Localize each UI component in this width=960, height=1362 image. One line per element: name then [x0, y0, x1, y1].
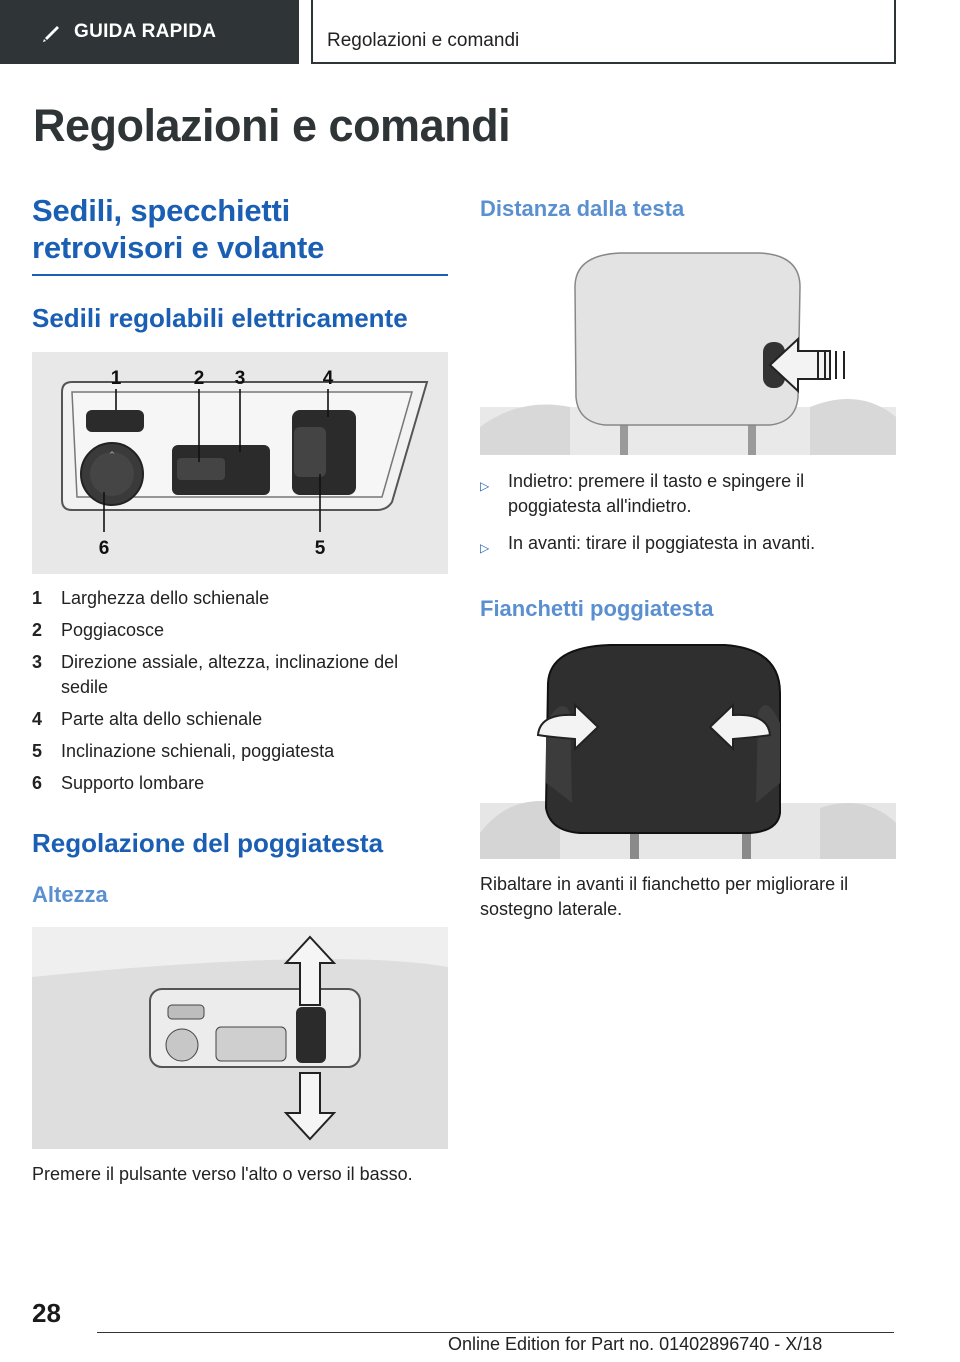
list-item [480, 531, 896, 561]
footer-edition: Online Edition for Part no. 01402896740 - X/18 [448, 1334, 823, 1354]
wings-title: Fianchetti poggiatesta [480, 596, 714, 621]
electric-seats-title: Sedili regolabili elettricamente [32, 303, 408, 333]
footer-rule [97, 1332, 894, 1333]
left-column [32, 192, 448, 1187]
headrest-title: Regolazione del poggiatesta [32, 828, 384, 858]
height-instruction: Premere il pulsante verso l'alto o verso il basso. [32, 1164, 413, 1184]
item-number: 2 [32, 620, 43, 640]
item-text: Larghezza dello schienale [61, 588, 270, 608]
section-header [311, 0, 896, 64]
item-number: 4 [32, 709, 43, 729]
item-number: 1 [32, 588, 43, 608]
page-title: Regolazioni e comandi [33, 100, 511, 151]
item-text: Inclinazione schienali, poggiatesta [61, 741, 335, 761]
figure-callout-2: 2 [193, 368, 205, 389]
list-item [32, 767, 448, 799]
right-column [480, 192, 896, 922]
list-item [32, 582, 448, 614]
list-item [32, 646, 448, 703]
item-text: Direzione assiale, altezza, inclinazione del sedile [61, 652, 399, 697]
triangle-bullet-icon: ▷ [480, 541, 490, 555]
headrest-distance-figure [480, 247, 896, 455]
item-number: 5 [32, 741, 43, 761]
list-item [32, 703, 448, 735]
figure-callout-6: 6 [98, 538, 110, 559]
figure-callout-5: 5 [314, 538, 326, 559]
bullet-text: In avanti: tirare il poggiatesta in avanti. [508, 533, 816, 553]
item-text: Parte alta dello schienale [61, 709, 263, 729]
svg-text:^: ^ [109, 451, 115, 459]
distance-bullets [480, 469, 896, 561]
figure-callout-4: 4 [322, 368, 334, 389]
item-number: 3 [32, 652, 43, 672]
list-item [32, 735, 448, 767]
item-text: Poggiacosce [61, 620, 165, 640]
item-text: Supporto lombare [61, 773, 205, 793]
section-title: Sedili, specchietti retrovisori e volante [32, 193, 325, 265]
quick-guide-label: GUIDA RAPIDA [74, 21, 217, 42]
figure-callout-1: 1 [110, 368, 122, 389]
seat-controls-list [32, 582, 448, 799]
page-number: 28 [32, 1298, 61, 1328]
wings-instruction: Ribaltare in avanti il fianchetto per migliorare il sostegno laterale. [480, 874, 849, 919]
quick-guide-tab[interactable] [0, 0, 299, 64]
distance-title: Distanza dalla testa [480, 196, 685, 221]
section-rule [32, 274, 448, 276]
headrest-wings-figure [480, 643, 896, 859]
quick-guide-pen-icon [40, 21, 62, 43]
item-number: 6 [32, 773, 43, 793]
list-item [32, 614, 448, 646]
triangle-bullet-icon: ▷ [480, 479, 490, 493]
list-item [480, 469, 896, 519]
height-title: Altezza [32, 882, 108, 907]
seat-controls-figure [32, 352, 448, 574]
figure-callout-3: 3 [234, 368, 246, 389]
headrest-height-figure [32, 927, 448, 1149]
bullet-text: Indietro: premere il tasto e spingere il poggiatesta all'indietro. [508, 471, 805, 516]
section-header-label: Regolazioni e comandi [327, 30, 520, 51]
